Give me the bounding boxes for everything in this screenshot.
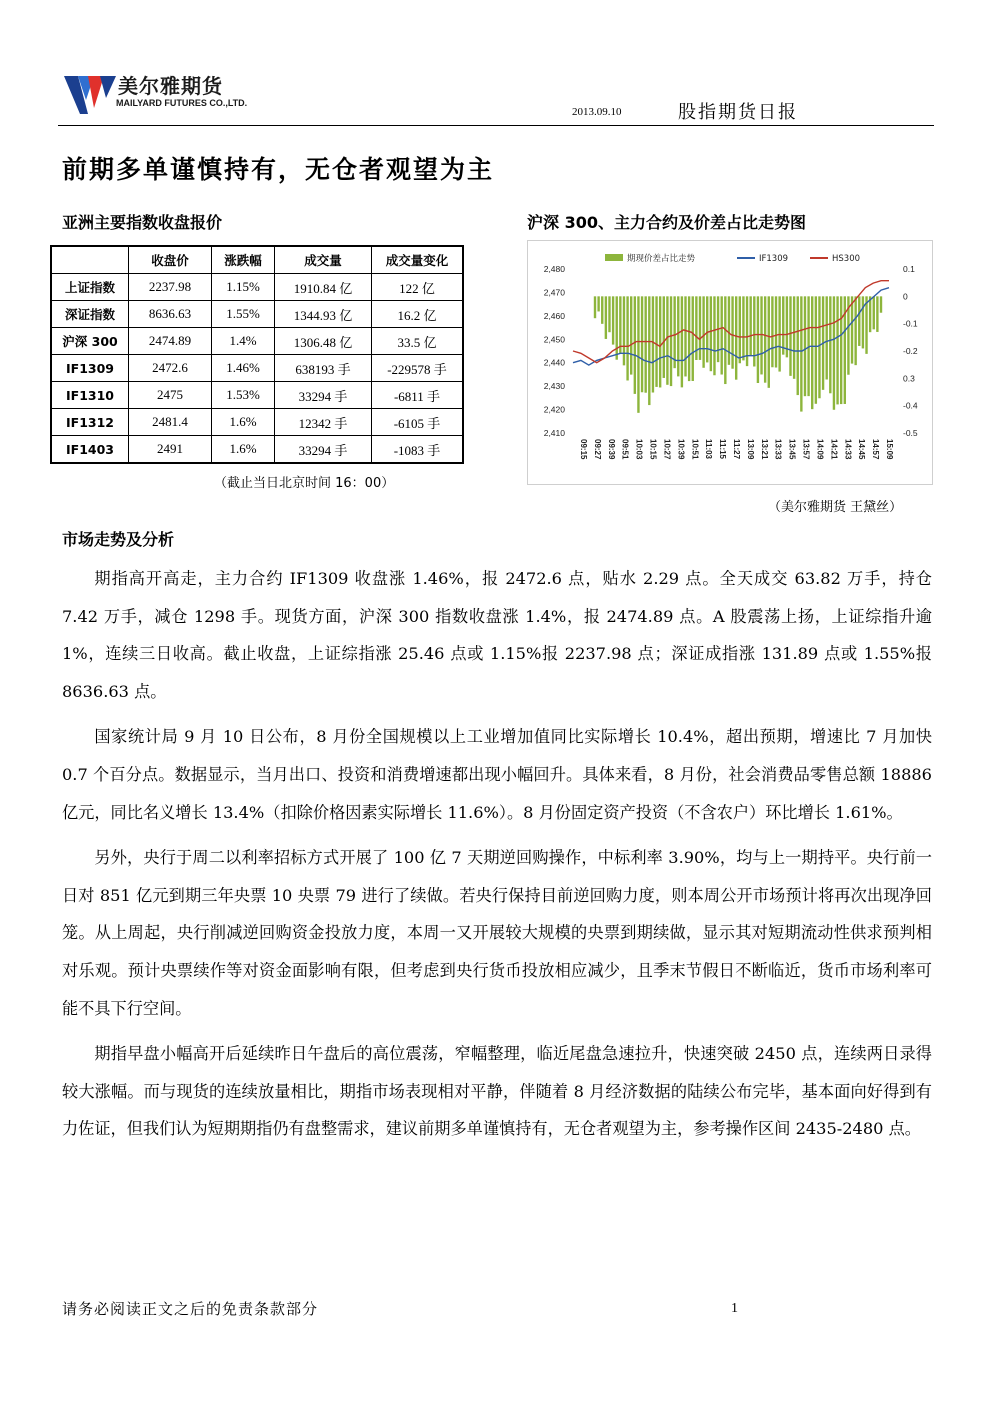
table-row — [51, 328, 463, 355]
spread-bar — [728, 296, 730, 365]
table-row — [51, 409, 463, 436]
legend-label: HS300 — [832, 254, 861, 264]
spread-bar — [815, 296, 817, 403]
disclaimer-note: 请务必阅读正文之后的免责条款部分 — [62, 1300, 319, 1318]
analysis-paragraph: 期指早盘小幅高开后延续昨日午盘后的高位震荡，窄幅整理，临近尾盘急速拉升，快速突破 2450 点，连续两日录得较大涨幅。而与现货的连续放量相比，期指市场表现相对平静，伴随着 8 月经济数据的陆续公布完毕，基本面向好得到有力佐证，但我们认为短期期指仍有盘整需求，建议前期多单谨慎持有，无仓者观望为主，参考操作区间 2435-2480 点。 — [62, 1044, 932, 1139]
table-header-row — [51, 246, 463, 274]
table-cell: -1083 手 — [372, 436, 464, 464]
spread-bar — [818, 296, 820, 398]
row-label: IF1310 — [51, 382, 129, 409]
spread-bar — [840, 296, 842, 404]
x-tick-label: 15:09 — [885, 439, 894, 460]
x-tick-label: 09:15 — [579, 439, 588, 460]
table-cell: -229578 手 — [372, 355, 464, 382]
spread-bar — [797, 296, 799, 395]
x-tick-label: 11:03 — [704, 439, 714, 460]
analysis-paragraph: 国家统计局 9 月 10 日公布，8 月份全国规模以上工业增加值同比实际增长 10.4%，超出预期，增速比 7 月加快 0.7 个百分点。数据显示，当月出口、投资和消费增速都出现小幅回升。具体来看，8 月份，社会消费品零售总额 18886 亿元，同比名义增长 13.4%（扣除价格因素实际增长 11.6%）。8 月份固定资产投资（不含农户）环比增长 1.61%。 — [62, 727, 932, 822]
legend-label: 期现价差占比走势 — [627, 254, 696, 264]
y-right-tick-label: -0.1 — [903, 318, 918, 329]
spread-bar — [851, 296, 853, 363]
spread-bar — [699, 296, 701, 360]
spread-bar — [731, 296, 733, 368]
spread-bar — [648, 296, 650, 405]
table-cell: 1.46% — [212, 355, 275, 382]
table-cell: -6105 手 — [372, 409, 464, 436]
page-title: 前期多单谨慎持有，无仓者观望为主 — [62, 155, 495, 184]
table-cell: 1.4% — [212, 328, 275, 355]
table-row — [51, 382, 463, 409]
analysis-paragraph: 期指高开高走，主力合约 IF1309 收盘涨 1.46%，报 2472.6 点，贴水 2.29 点。全天成交 63.82 万手，持仓 7.42 万手，减仓 1298 手。现货方面，沪深 300 指数收盘涨 1.4%，报 2474.89 点。A 股震荡上扬，上证综指升逾 1%，连续三日收高。截止收盘，上证综指涨 25.46 点或 1.15%报 2237.98 点；深证成指涨 131.89 点或 1.55%报 8636.63 点。 — [62, 569, 932, 701]
x-tick-label: 11:15 — [718, 439, 728, 460]
spread-bar — [789, 296, 791, 376]
report-date: 2013.09.10 — [572, 106, 622, 118]
trend-chart — [527, 240, 933, 485]
table-row — [51, 436, 463, 464]
spread-bar — [739, 296, 741, 363]
y-right-tick-label: 0.3 — [903, 373, 915, 384]
trend-chart-svg — [527, 240, 933, 485]
index-table — [50, 245, 464, 464]
spread-bar — [825, 296, 827, 379]
spread-bar — [771, 296, 773, 367]
spread-bar — [724, 296, 726, 384]
spread-bar — [677, 296, 679, 376]
spread-bar — [749, 296, 751, 355]
row-label: IF1309 — [51, 355, 129, 382]
analysis-body — [62, 560, 932, 1156]
spread-bar — [735, 296, 737, 379]
spread-bar — [616, 296, 618, 359]
spread-bar — [612, 296, 614, 344]
y-left-tick-label: 2,440 — [543, 357, 565, 368]
row-label: 深证指数 — [51, 301, 129, 328]
spread-bar — [681, 296, 683, 387]
x-tick-label: 09:27 — [592, 439, 602, 460]
page-number: 1 — [731, 1301, 738, 1316]
legend-label: IF1309 — [759, 254, 789, 264]
table-row — [51, 355, 463, 382]
spread-bar — [663, 296, 665, 378]
y-left-tick-label: 2,410 — [543, 428, 565, 438]
report-type: 股指期货日报 — [678, 102, 798, 123]
header-divider — [58, 125, 934, 126]
table-cell: 1.15% — [212, 274, 275, 301]
spread-bar — [673, 296, 675, 368]
spread-bar — [782, 296, 784, 354]
spread-bar — [644, 296, 646, 392]
x-tick-label: 13:09 — [745, 439, 755, 460]
spread-bar — [608, 296, 610, 332]
x-tick-label: 14:09 — [815, 439, 825, 460]
x-tick-label: 14:21 — [829, 439, 839, 460]
table-cell: 1910.84 亿 — [275, 274, 372, 301]
company-name-en: MAILYARD FUTURES CO.,LTD. — [116, 98, 248, 108]
spread-bar — [626, 296, 628, 380]
x-tick-label: 13:33 — [773, 439, 783, 460]
spread-bar — [775, 296, 777, 367]
table-cell: 2475 — [129, 382, 212, 409]
x-tick-label: 14:33 — [843, 439, 853, 460]
spread-bar — [873, 296, 875, 329]
analysis-paragraph: 另外，央行于周二以利率招标方式开展了 100 亿 7 天期逆回购操作，中标利率 3.90%，均与上一期持平。央行前一日对 851 亿元到期三年央票 10 央票 79 进行了续做。若央行保持目前逆回购力度，则本周公开市场预计将再次出现净回笼。从上周起，央行削减逆回购资金投放力度，本周一又开展较大规模的央票到期续做，显示其对短期流动性供求预判相对乐观。预计央票续作等对资金面影响有限，但考虑到央行货币投放相应减少，且季末节假日不断临近，货币市场利率可能不具下行空间。 — [62, 848, 932, 1018]
spread-bar — [619, 296, 621, 353]
analysis-heading: 市场走势及分析 — [62, 530, 175, 549]
company-logo — [64, 70, 264, 122]
table-cell: 12342 手 — [275, 409, 372, 436]
table-cell: 2474.89 — [129, 328, 212, 355]
spread-bar — [702, 296, 704, 367]
x-tick-label: 09:51 — [620, 439, 630, 460]
table-cell: 2481.4 — [129, 409, 212, 436]
spread-bar — [652, 296, 654, 392]
row-label: 沪深 300 — [51, 328, 129, 355]
spread-bar — [854, 296, 856, 365]
y-left-tick-label: 2,480 — [543, 264, 565, 274]
spread-bar — [865, 296, 867, 354]
x-tick-label: 09:39 — [606, 439, 616, 460]
x-tick-label: 13:57 — [801, 439, 811, 460]
table-cell: 1.6% — [212, 436, 275, 464]
spread-bar — [836, 296, 838, 404]
table-header-cell — [51, 246, 129, 274]
x-tick-label: 14:45 — [857, 439, 867, 460]
table-cell: 1.53% — [212, 382, 275, 409]
y-left-tick-label: 2,430 — [543, 381, 565, 392]
spread-bar — [706, 296, 708, 362]
spread-bar — [721, 296, 723, 374]
spread-bar — [605, 296, 607, 339]
x-tick-label: 11:27 — [732, 439, 741, 460]
y-left-tick-label: 2,460 — [543, 310, 565, 321]
spread-bar — [768, 296, 770, 388]
spread-bar — [742, 296, 744, 360]
y-right-tick-label: -0.5 — [903, 428, 918, 438]
spread-bar — [684, 296, 686, 376]
table-cell: 2491 — [129, 436, 212, 464]
spread-bar — [760, 296, 762, 374]
table-cell: 1.6% — [212, 409, 275, 436]
table-row — [51, 274, 463, 301]
spread-bar — [597, 296, 599, 311]
row-label: 上证指数 — [51, 274, 129, 301]
table-heading: 亚洲主要指数收盘报价 — [62, 213, 223, 232]
spread-bar — [869, 296, 871, 332]
table-cell: 33294 手 — [275, 382, 372, 409]
x-tick-label: 13:45 — [787, 439, 797, 460]
y-left-tick-label: 2,450 — [543, 334, 565, 345]
spread-bar — [811, 296, 813, 409]
x-tick-label: 14:57 — [871, 439, 881, 460]
spread-bar — [800, 296, 802, 411]
spread-bar — [713, 296, 715, 375]
table-header-cell: 成交量 — [275, 246, 372, 274]
spread-bar — [804, 296, 806, 396]
spread-bar — [793, 296, 795, 378]
x-tick-label: 10:39 — [676, 439, 686, 460]
spread-bar — [655, 296, 657, 387]
table-cell: 33294 手 — [275, 436, 372, 464]
y-right-tick-label: -0.4 — [903, 400, 918, 411]
spread-bar — [833, 296, 835, 409]
x-tick-label: 10:15 — [648, 439, 658, 460]
spread-bar — [623, 296, 625, 365]
spread-bar — [659, 296, 661, 387]
spread-bar — [641, 296, 643, 392]
table-cell: 1344.93 亿 — [275, 301, 372, 328]
spread-bar — [688, 296, 690, 381]
spread-bar — [710, 296, 712, 371]
spread-bar — [666, 296, 668, 384]
spread-bar — [670, 296, 672, 386]
table-header-cell: 成交量变化 — [372, 246, 464, 274]
table-header-cell: 涨跌幅 — [212, 246, 275, 274]
spread-bar — [594, 296, 596, 318]
spread-bar — [630, 296, 632, 374]
spread-bar — [764, 296, 766, 382]
spread-bar — [601, 296, 603, 324]
table-cell: 16.2 亿 — [372, 301, 464, 328]
y-left-tick-label: 2,470 — [543, 287, 565, 298]
y-right-tick-label: 0 — [903, 291, 908, 302]
spread-bar — [692, 296, 694, 381]
spread-bar — [862, 296, 864, 348]
spread-bar — [880, 296, 882, 312]
table-cell: -6811 手 — [372, 382, 464, 409]
spread-bar — [634, 296, 636, 394]
y-right-tick-label: -0.2 — [903, 346, 918, 356]
logo-mark-icon — [64, 70, 116, 118]
y-left-tick-label: 2,420 — [543, 404, 565, 415]
legend-swatch — [605, 254, 623, 261]
chart-heading: 沪深 300、主力合约及价差占比走势图 — [527, 213, 806, 232]
table-cell: 1.55% — [212, 301, 275, 328]
x-tick-label: 10:27 — [662, 439, 672, 460]
spread-bar — [637, 296, 639, 412]
spread-bar — [757, 296, 759, 383]
x-tick-label: 10:03 — [634, 439, 644, 460]
table-cell: 1306.48 亿 — [275, 328, 372, 355]
table-row — [51, 301, 463, 328]
spread-bar — [829, 296, 831, 393]
table-cell: 638193 手 — [275, 355, 372, 382]
chart-source: （美尔雅期货 王黛丝） — [768, 500, 903, 515]
table-cell: 2472.6 — [129, 355, 212, 382]
row-label: IF1403 — [51, 436, 129, 464]
company-name-cn: 美尔雅期货 — [118, 74, 223, 98]
table-cell: 8636.63 — [129, 301, 212, 328]
table-header-cell: 收盘价 — [129, 246, 212, 274]
spread-bar — [876, 296, 878, 332]
spread-bar — [858, 296, 860, 346]
x-tick-label: 13:21 — [759, 439, 769, 460]
row-label: IF1312 — [51, 409, 129, 436]
table-note: （截止当日北京时间 16：00） — [214, 476, 395, 491]
table-cell: 33.5 亿 — [372, 328, 464, 355]
table-cell: 2237.98 — [129, 274, 212, 301]
table-cell: 122 亿 — [372, 274, 464, 301]
y-right-tick-label: 0.1 — [903, 264, 915, 274]
x-tick-label: 10:51 — [690, 439, 700, 460]
